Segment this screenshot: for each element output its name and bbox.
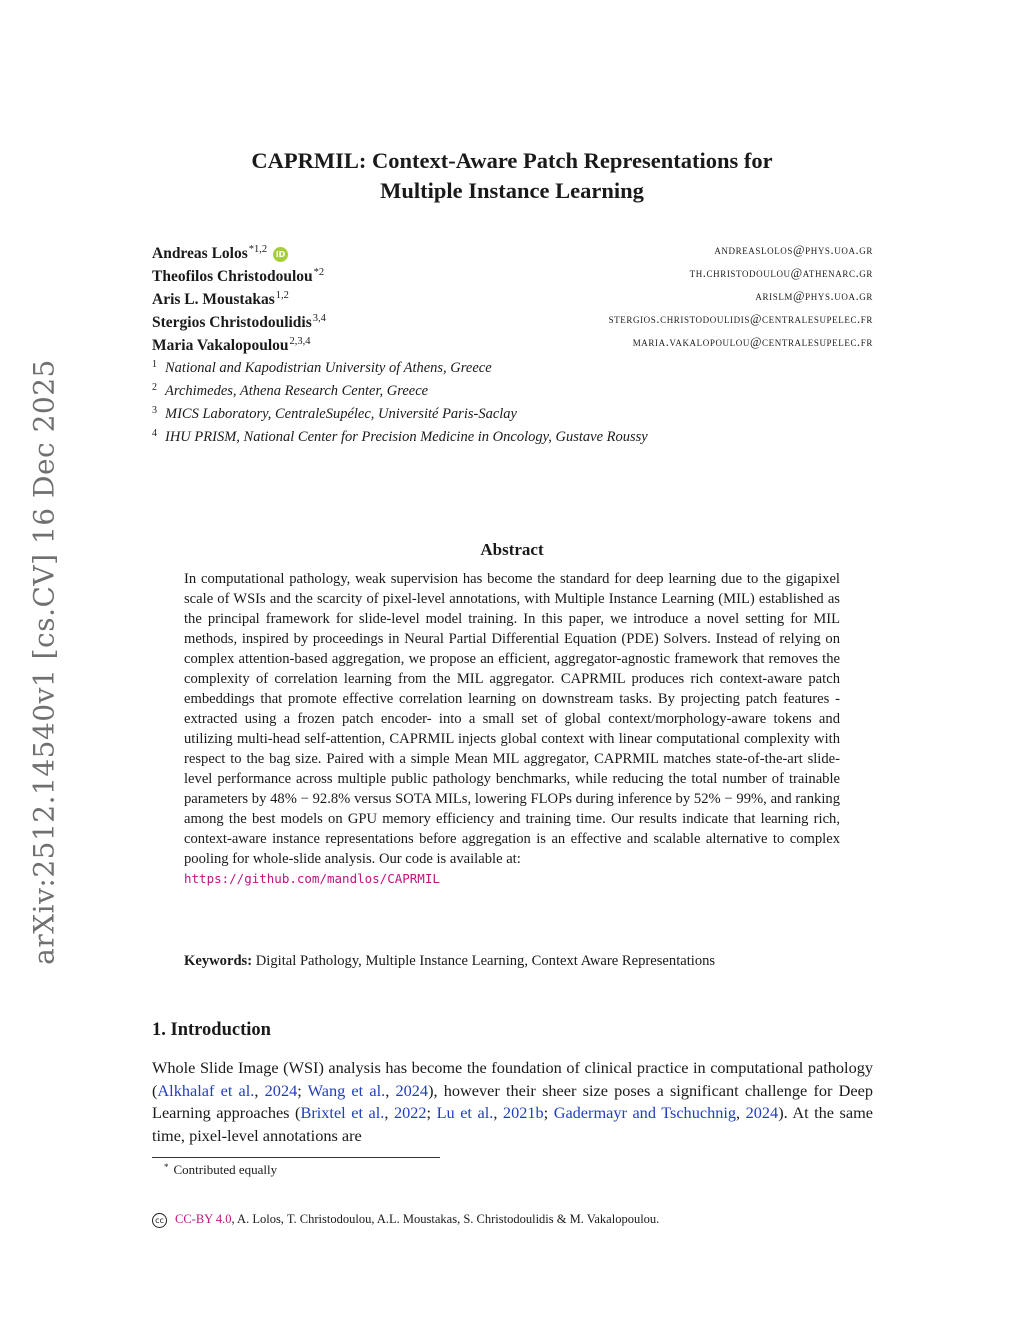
- title-line-2: Multiple Instance Learning: [380, 178, 644, 203]
- paper-title: [152, 146, 872, 206]
- author-row: [152, 239, 873, 261]
- affiliation-number: 1: [152, 359, 157, 370]
- affiliation: [152, 355, 492, 375]
- author-name-text: Andreas Lolos: [152, 245, 248, 262]
- intro-text: Whole Slide Image (WSI) analysis has become the foundation of clinical practice in computational pathology (: [152, 1058, 873, 1100]
- orcid-icon[interactable]: iD: [273, 247, 288, 262]
- affiliation-text: Archimedes, Athena Research Center, Greece: [165, 383, 429, 399]
- affiliation-text: National and Kapodistrian University of Athens, Greece: [165, 360, 492, 376]
- author-name: [152, 331, 311, 357]
- author-sup: *1,2: [248, 244, 268, 255]
- intro-text: ;: [543, 1103, 554, 1122]
- keywords-label: Keywords:: [184, 953, 253, 969]
- affiliation: [152, 401, 517, 421]
- intro-text: ;: [426, 1103, 437, 1122]
- affiliation-text: MICS Laboratory, CentraleSupélec, Université Paris-Saclay: [165, 406, 517, 422]
- author-email[interactable]: th.christodoulou@athenarc.gr: [689, 266, 873, 280]
- affiliation-number: 3: [152, 405, 157, 416]
- author-email[interactable]: arislm@phys.uoa.gr: [755, 289, 873, 303]
- arxiv-stamp[interactable]: arXiv:2512.14540v1 [cs.CV] 16 Dec 2025: [27, 359, 61, 965]
- citation-year-link[interactable]: 2022: [393, 1103, 427, 1122]
- affiliation: [152, 424, 648, 444]
- author-name-text: Maria Vakalopoulou: [152, 337, 289, 354]
- affiliation-number: 2: [152, 382, 157, 393]
- intro-text: ), however their sheer size poses a significant challenge for Deep Learning approaches (: [152, 1080, 874, 1122]
- author-email[interactable]: maria.vakalopoulou@centralesupelec.fr: [632, 335, 873, 349]
- intro-text: ;: [297, 1080, 308, 1100]
- abstract-body: [184, 569, 840, 889]
- citation-year-link[interactable]: 2024: [395, 1080, 429, 1100]
- section-heading-introduction: 1. Introduction: [152, 1020, 271, 1040]
- author-row: [152, 308, 873, 330]
- citation-link[interactable]: Lu et al.: [436, 1103, 494, 1122]
- citation-link[interactable]: Gadermayr and Tschuchnig: [553, 1103, 737, 1122]
- author-name-text: Aris L. Moustakas: [152, 291, 275, 308]
- code-url-link[interactable]: https://github.com/mandlos/CAPRMIL: [184, 871, 440, 886]
- author-row: [152, 262, 873, 284]
- keywords: [184, 951, 840, 971]
- license-link[interactable]: CC-BY 4.0: [175, 1212, 232, 1226]
- footnote-text: Contributed equally: [173, 1162, 278, 1177]
- author-sup: 3,4: [312, 313, 326, 324]
- author-row: [152, 331, 873, 353]
- abstract-text: In computational pathology, weak supervision has become the standard for deep learning due to the gigapixel scale of WSIs and the scarcity of pixel-level annotations, with Multiple Instance Learning (MIL) established as the principal framework for slide-level model training. In this paper, we introduce a novel setting for MIL methods, inspired by proceedings in Neural Partial Differential Equation (PDE) Solvers. Instead of relying on complex attention-based aggregation, we propose an efficient, aggregator-agnostic framework that removes the complexity of correlation learning from the MIL aggregator. CAPRMIL produces rich context-aware patch embeddings that promote effective correlation learning on downstream tasks. By projecting patch features -extracted using a frozen patch encoder- into a small set of global context/morphology-aware tokens and utilizing multi-head self-attention, CAPRMIL injects global context with linear computational complexity with respect to the bag size. Paired with a simple Mean MIL aggregator, CAPRMIL matches state-of-the-art slide-level performance across multiple public pathology benchmarks, while reducing the total number of trainable parameters by 48% − 92.8% versus SOTA MILs, lowering FLOPs during inference by 52% − 99%, and ranking among the best models on GPU memory efficiency and training time. Our results indicate that learning rich, context-aware instance representations before aggregation is an effective and scalable alternative to complex pooling for whole-slide analysis. Our code is available at:: [184, 571, 840, 867]
- author-sup: *2: [313, 267, 325, 278]
- intro-text: ,: [254, 1080, 265, 1100]
- citation-year-link[interactable]: 2021b: [502, 1103, 544, 1122]
- copyright-icon: cc: [152, 1213, 167, 1228]
- affiliation-number: 4: [152, 428, 157, 439]
- author-name-text: Theofilos Christodoulou: [152, 268, 313, 285]
- intro-paragraph: [152, 1057, 873, 1147]
- title-line-1: CAPRMIL: Context-Aware Patch Representations for: [251, 148, 773, 173]
- keywords-text: Digital Pathology, Multiple Instance Learning, Context Aware Representations: [255, 953, 716, 969]
- author-sup: 1,2: [275, 290, 289, 301]
- author-email[interactable]: andreaslolos@phys.uoa.gr: [714, 243, 873, 257]
- citation-year-link[interactable]: 2024: [745, 1103, 779, 1122]
- abstract-heading: Abstract: [480, 540, 544, 559]
- license-text: , A. Lolos, T. Christodoulou, A.L. Moustakas, S. Christodoulidis & M. Vakalopoulou.: [231, 1212, 660, 1226]
- citation-year-link[interactable]: 2024: [264, 1080, 298, 1100]
- footnote-divider: [152, 1157, 440, 1158]
- intro-text: ,: [384, 1103, 394, 1122]
- intro-text: ,: [385, 1080, 396, 1100]
- author-email[interactable]: stergios.christodoulidis@centralesupelec.fr: [608, 312, 873, 326]
- license-line: [152, 1212, 659, 1228]
- intro-text: ,: [493, 1103, 503, 1122]
- footnote-mark: *: [164, 1162, 169, 1172]
- citation-link[interactable]: Wang et al.: [307, 1080, 386, 1100]
- author-name-text: Stergios Christodoulidis: [152, 314, 312, 331]
- author-sup: 2,3,4: [289, 336, 311, 347]
- footnote: [164, 1162, 277, 1178]
- intro-text: ). At the same time, pixel-level annotations are: [152, 1103, 874, 1145]
- author-row: [152, 285, 873, 307]
- affiliation-text: IHU PRISM, National Center for Precision Medicine in Oncology, Gustave Roussy: [165, 429, 648, 445]
- citation-link[interactable]: Brixtel et al.: [300, 1103, 385, 1122]
- citation-link[interactable]: Alkhalaf et al.: [157, 1080, 255, 1100]
- affiliation: [152, 378, 428, 398]
- intro-text: ,: [736, 1103, 746, 1122]
